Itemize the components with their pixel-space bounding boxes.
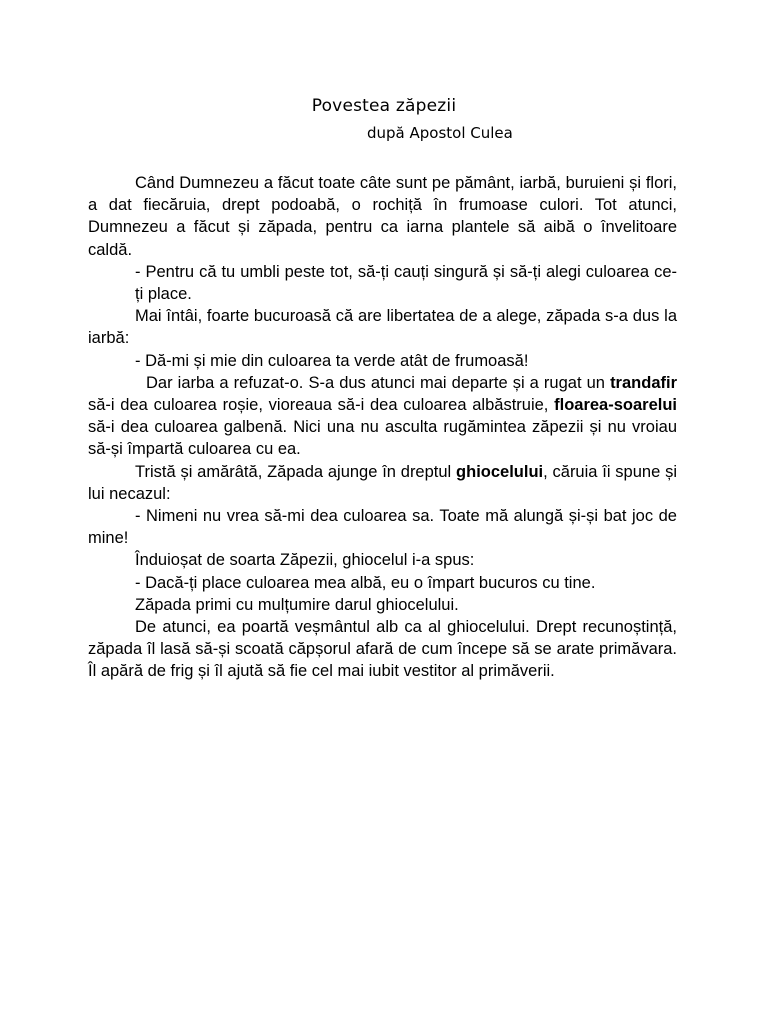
paragraph-dialog-nobody: - Nimeni nu vrea să-mi dea culoarea sa. Toate mă alungă și-și bat joc de mine!	[88, 507, 677, 548]
paragraph-snowdrop-part1: Tristă și amărâtă, Zăpada ajunge în dreptul	[135, 462, 452, 481]
paragraph-dialog-grass: - Dă-mi și mie din culoarea ta verde atât de frumoasă!	[135, 351, 529, 370]
paragraph-refusals	[88, 372, 677, 461]
paragraph-snowdrop	[88, 461, 677, 505]
paragraph-moved: Înduioșat de soarta Zăpezii, ghiocelul i-a spus:	[135, 551, 475, 570]
paragraph-grass: Mai întâi, foarte bucuroasă că are libertatea de a alege, zăpada s-a dus la iarbă:	[88, 307, 677, 348]
story-title: Povestea zăpezii	[311, 96, 457, 116]
paragraph-intro: Când Dumnezeu a făcut toate câte sunt pe pământ, iarbă, buruieni și flori, a dat fiecăruia, drept podoabă, o rochiță în frumoase culori. Tot atunci, Dumnezeu a făcut și zăpada, pentru ca iarna plantele să aibă o învelitoare caldă.	[88, 174, 677, 259]
paragraph-ending: De atunci, ea poartă veșmântul alb ca al ghiocelului. Drept recunoștință, zăpada îl lasă să-și scoată căpșorul afară de cum începe să se arate primăvara. Îl apără de frig și îl ajută să fie cel mai iubit vestitor al primăverii.	[88, 618, 677, 681]
story-body	[88, 172, 677, 683]
story-author: după Apostol Culea	[367, 124, 513, 142]
word-trandafir: trandafir	[610, 373, 677, 392]
paragraph-thanks: Zăpada primi cu mulțumire darul ghiocelului.	[135, 595, 459, 614]
paragraph-refusals-part3: să-i dea culoarea galbenă. Nici una nu asculta rugămintea zăpezii și nu vroiau să-și împartă culoarea cu ea.	[88, 418, 677, 459]
paragraph-refusals-part1: Dar iarba a refuzat-o. S-a dus atunci mai departe și a rugat un	[146, 373, 605, 392]
word-floarea-soarelui: floarea-soarelui	[554, 396, 677, 415]
word-ghiocelului: ghiocelului	[456, 462, 544, 481]
paragraph-dialog-choose: - Pentru că tu umbli peste tot, să-ți cauți singură și să-ți alegi culoarea ce-ți place.	[135, 262, 677, 304]
paragraph-snowdrop-part2: , căruia îi spune și lui necazul:	[88, 462, 677, 503]
paragraph-refusals-part2: să-i dea culoarea roșie, vioreaua să-i dea culoarea albăstruie,	[88, 396, 549, 415]
paragraph-dialog-white: - Dacă-ți place culoarea mea albă, eu o împart bucuros cu tine.	[135, 573, 596, 592]
